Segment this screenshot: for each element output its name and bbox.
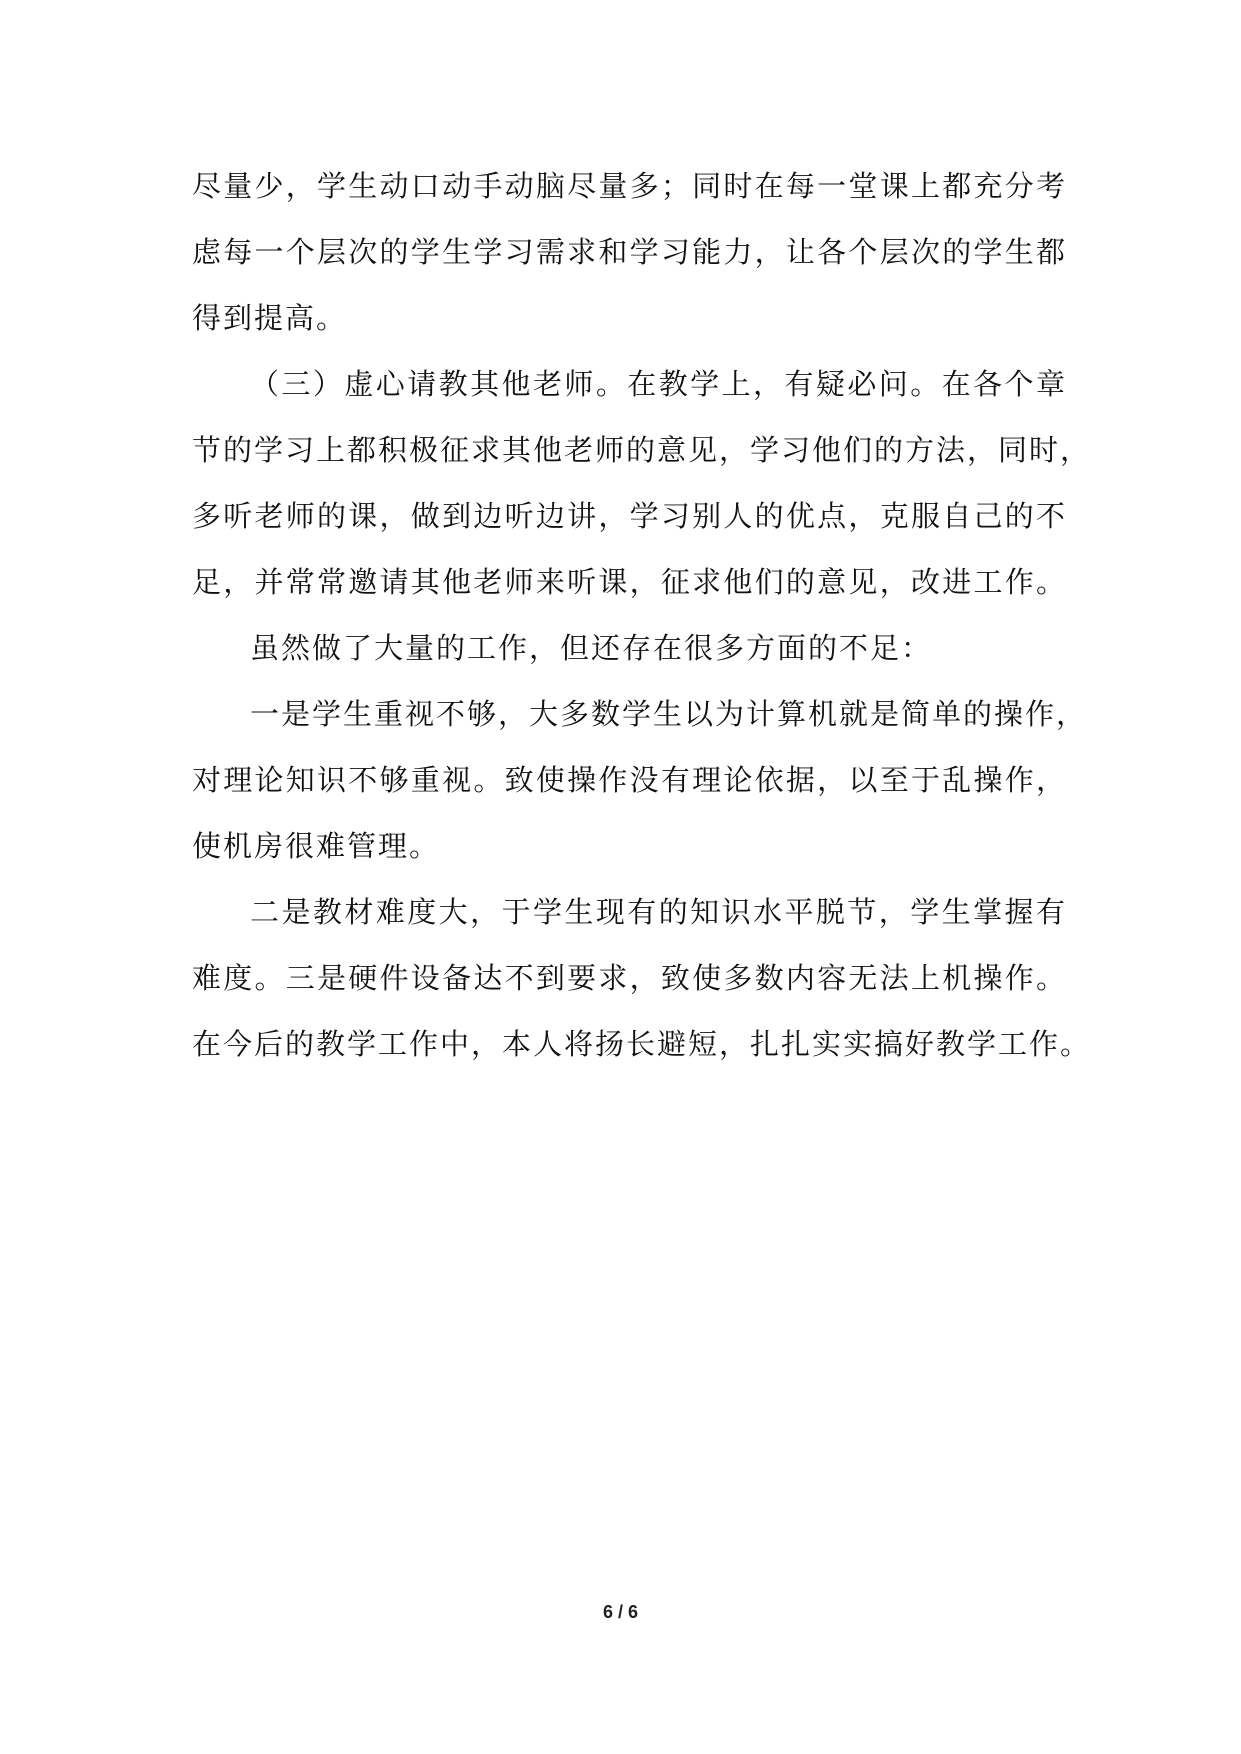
text-line: 二是教材难度大，于学生现有的知识水平脱节，学生掌握有 [250, 895, 1067, 929]
text-line: 虽然做了大量的工作，但还存在很多方面的不足： [250, 631, 933, 665]
text-line: 难度。三是硬件设备达不到要求，致使多数内容无法上机操作。 [192, 961, 1067, 995]
text-line: 使机房很难管理。 [192, 829, 441, 863]
text-line: 虑每一个层次的学生学习需求和学习能力，让各个层次的学生都 [192, 235, 1067, 269]
text-line: 尽量少，学生动口动手动脑尽量多；同时在每一堂课上都充分考 [192, 169, 1067, 203]
page-number: 6 / 6 [602, 1602, 639, 1622]
text-line: 得到提高。 [192, 301, 348, 335]
text-line: 对理论知识不够重视。致使操作没有理论依据，以至于乱操作， [192, 763, 1067, 797]
text-line: 在今后的教学工作中，本人将扬长避短，扎扎实实搞好教学工作。 [192, 1027, 1092, 1061]
text-line: （三）虚心请教其他老师。在教学上，有疑必问。在各个章 [250, 367, 1067, 401]
text-line: 多听老师的课，做到边听边讲，学习别人的优点，克服自己的不 [192, 499, 1067, 533]
text-line: 一是学生重视不够，大多数学生以为计算机就是简单的操作， [250, 697, 1088, 731]
text-line: 节的学习上都积极征求其他老师的意见，学习他们的方法，同时， [192, 433, 1092, 467]
text-line: 足，并常常邀请其他老师来听课，征求他们的意见，改进工作。 [192, 565, 1067, 599]
